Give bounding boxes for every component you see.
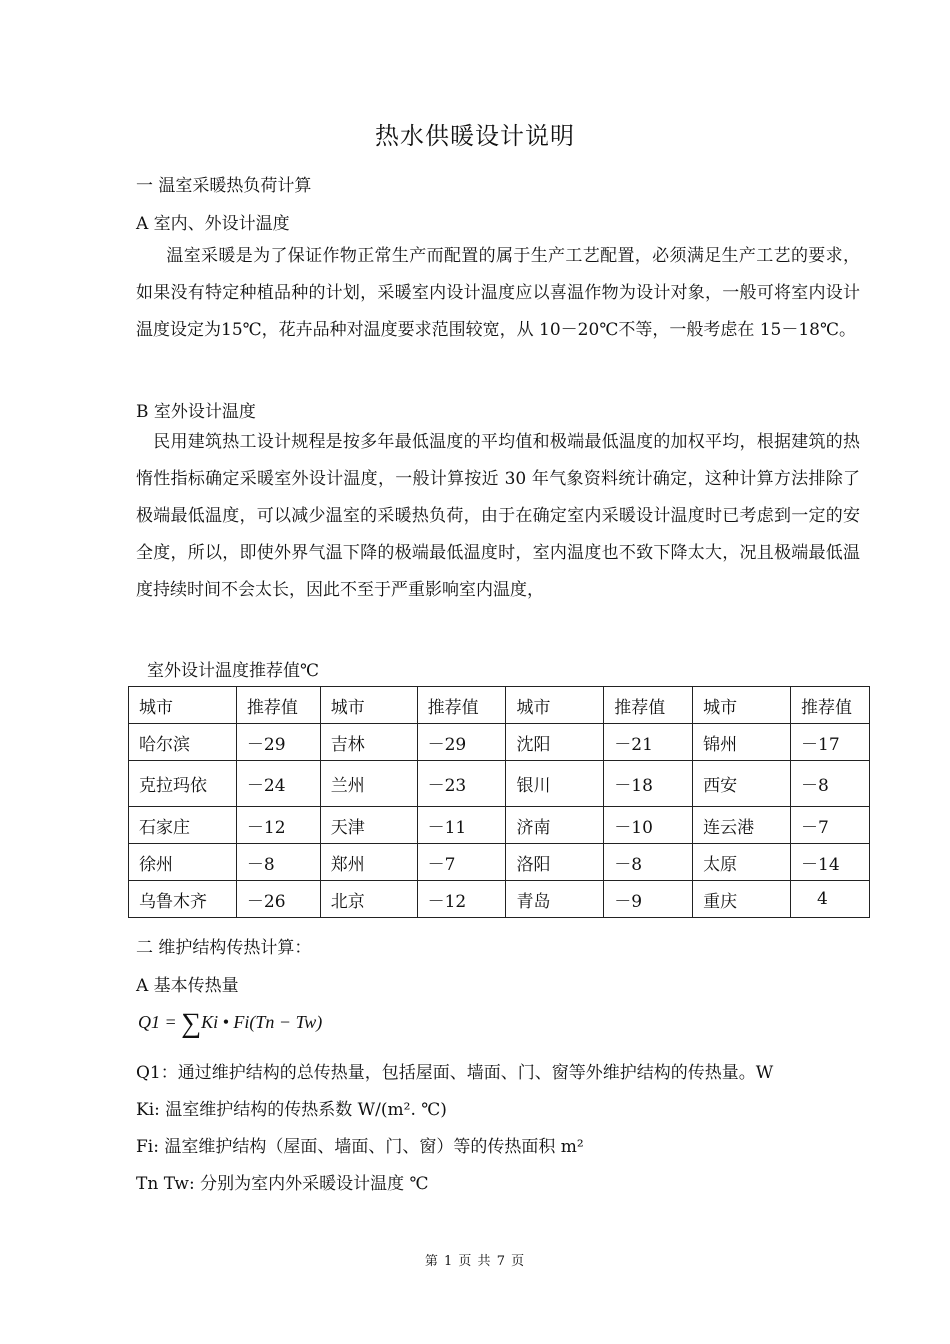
city-cell: 兰州 <box>320 761 417 807</box>
header-cell: 推荐值 <box>236 687 320 724</box>
outdoor-temperature-table <box>128 686 870 918</box>
value-cell: －29 <box>236 724 320 761</box>
value-cell: －18 <box>604 761 693 807</box>
city-cell: 郑州 <box>320 844 417 881</box>
value-cell: －9 <box>604 881 693 918</box>
city-cell: 乌鲁木齐 <box>129 881 237 918</box>
city-cell: 徐州 <box>129 844 237 881</box>
city-cell: 银川 <box>506 761 604 807</box>
part-b-paragraph <box>136 424 860 609</box>
city-cell: 青岛 <box>506 881 604 918</box>
value-cell: －11 <box>417 807 506 844</box>
city-cell: 石家庄 <box>129 807 237 844</box>
value-cell: －23 <box>417 761 506 807</box>
table-caption: 室外设计温度推荐值℃ <box>147 661 320 681</box>
value-cell: 4 <box>791 881 870 918</box>
header-cell: 城市 <box>129 687 237 724</box>
value-cell: －8 <box>604 844 693 881</box>
table-row <box>129 761 870 807</box>
part-a-heading: A 室内、外设计温度 <box>136 214 290 234</box>
part-a-paragraph <box>136 238 860 349</box>
page-footer: 第 1 页 共 7 页 <box>424 1254 526 1269</box>
definition-q1: Q1：通过维护结构的总传热量，包括屋面、墙面、门、窗等外维护结构的传热量。W <box>136 1063 774 1083</box>
city-cell: 洛阳 <box>506 844 604 881</box>
table-header-row <box>129 687 870 724</box>
table-row <box>129 881 870 918</box>
table-row <box>129 844 870 881</box>
city-cell: 济南 <box>506 807 604 844</box>
definition-fi: Fi: 温室维护结构（屋面、墙面、门、窗）等的传热面积 m² <box>136 1137 584 1157</box>
value-cell: －8 <box>791 761 870 807</box>
city-cell: 重庆 <box>693 881 791 918</box>
city-cell: 西安 <box>693 761 791 807</box>
city-cell: 吉林 <box>320 724 417 761</box>
value-cell: －7 <box>417 844 506 881</box>
city-cell: 沈阳 <box>506 724 604 761</box>
header-cell: 城市 <box>693 687 791 724</box>
section-2-part-a-heading: A 基本传热量 <box>136 976 239 996</box>
header-cell: 城市 <box>506 687 604 724</box>
part-b-heading: B 室外设计温度 <box>136 402 256 422</box>
part-a-paragraph-text: 温室采暖是为了保证作物正常生产而配置的属于生产工艺配置，必须满足生产工艺的要求，如果没有特定种植品种的计划，采暖室内设计温度应以喜温作物为设计对象，一般可将室内设计温度设定为15℃，花卉品种对温度要求范围较宽，从 10－20℃不等，一般考虑在 15－18℃。 <box>136 246 860 340</box>
value-cell: －14 <box>791 844 870 881</box>
header-cell: 推荐值 <box>417 687 506 724</box>
value-cell: －21 <box>604 724 693 761</box>
value-cell: －12 <box>236 807 320 844</box>
city-cell: 太原 <box>693 844 791 881</box>
city-cell: 天津 <box>320 807 417 844</box>
section-2-heading: 二 维护结构传热计算： <box>136 938 312 958</box>
city-cell: 连云港 <box>693 807 791 844</box>
value-cell: －24 <box>236 761 320 807</box>
value-cell: －12 <box>417 881 506 918</box>
value-cell: －26 <box>236 881 320 918</box>
city-cell: 克拉玛依 <box>129 761 237 807</box>
formula-rhs: Ki • Fi(Tn − Tw) <box>201 1012 323 1032</box>
definition-ki: Ki: 温室维护结构的传热系数 W/(m². ℃) <box>136 1100 447 1120</box>
part-b-paragraph-text: 民用建筑热工设计规程是按多年最低温度的平均值和极端最低温度的加权平均，根据建筑的热惰性指标确定采暖室外设计温度，一般计算按近 30 年气象资料统计确定，这种计算方法排除了极端最低温度，可以减少温室的采暖热负荷，由于在确定室内采暖设计温度时已考虑到一定的安全度，所以，即使外界气温下降的极端最低温度时，室内温度也不致下降太大，况且极端最低温度持续时间不会太长，因此不至于严重影响室内温度， <box>136 432 860 600</box>
table-row <box>129 724 870 761</box>
table-row <box>129 807 870 844</box>
summation-symbol: ∑ <box>181 1008 202 1039</box>
city-cell: 北京 <box>320 881 417 918</box>
definition-tn-tw: Tn Tw: 分别为室内外采暖设计温度 ℃ <box>136 1174 429 1194</box>
page-title: 热水供暖设计说明 <box>375 122 575 150</box>
value-cell: －10 <box>604 807 693 844</box>
header-cell: 推荐值 <box>604 687 693 724</box>
value-cell: －29 <box>417 724 506 761</box>
header-cell: 推荐值 <box>791 687 870 724</box>
value-cell: －17 <box>791 724 870 761</box>
city-cell: 锦州 <box>693 724 791 761</box>
formula-lhs: Q1 = <box>138 1012 182 1032</box>
header-cell: 城市 <box>320 687 417 724</box>
section-1-heading: 一 温室采暖热负荷计算 <box>136 176 312 196</box>
city-cell: 哈尔滨 <box>129 724 237 761</box>
value-cell: －8 <box>236 844 320 881</box>
heat-transfer-formula <box>138 1004 323 1039</box>
value-cell: －7 <box>791 807 870 844</box>
